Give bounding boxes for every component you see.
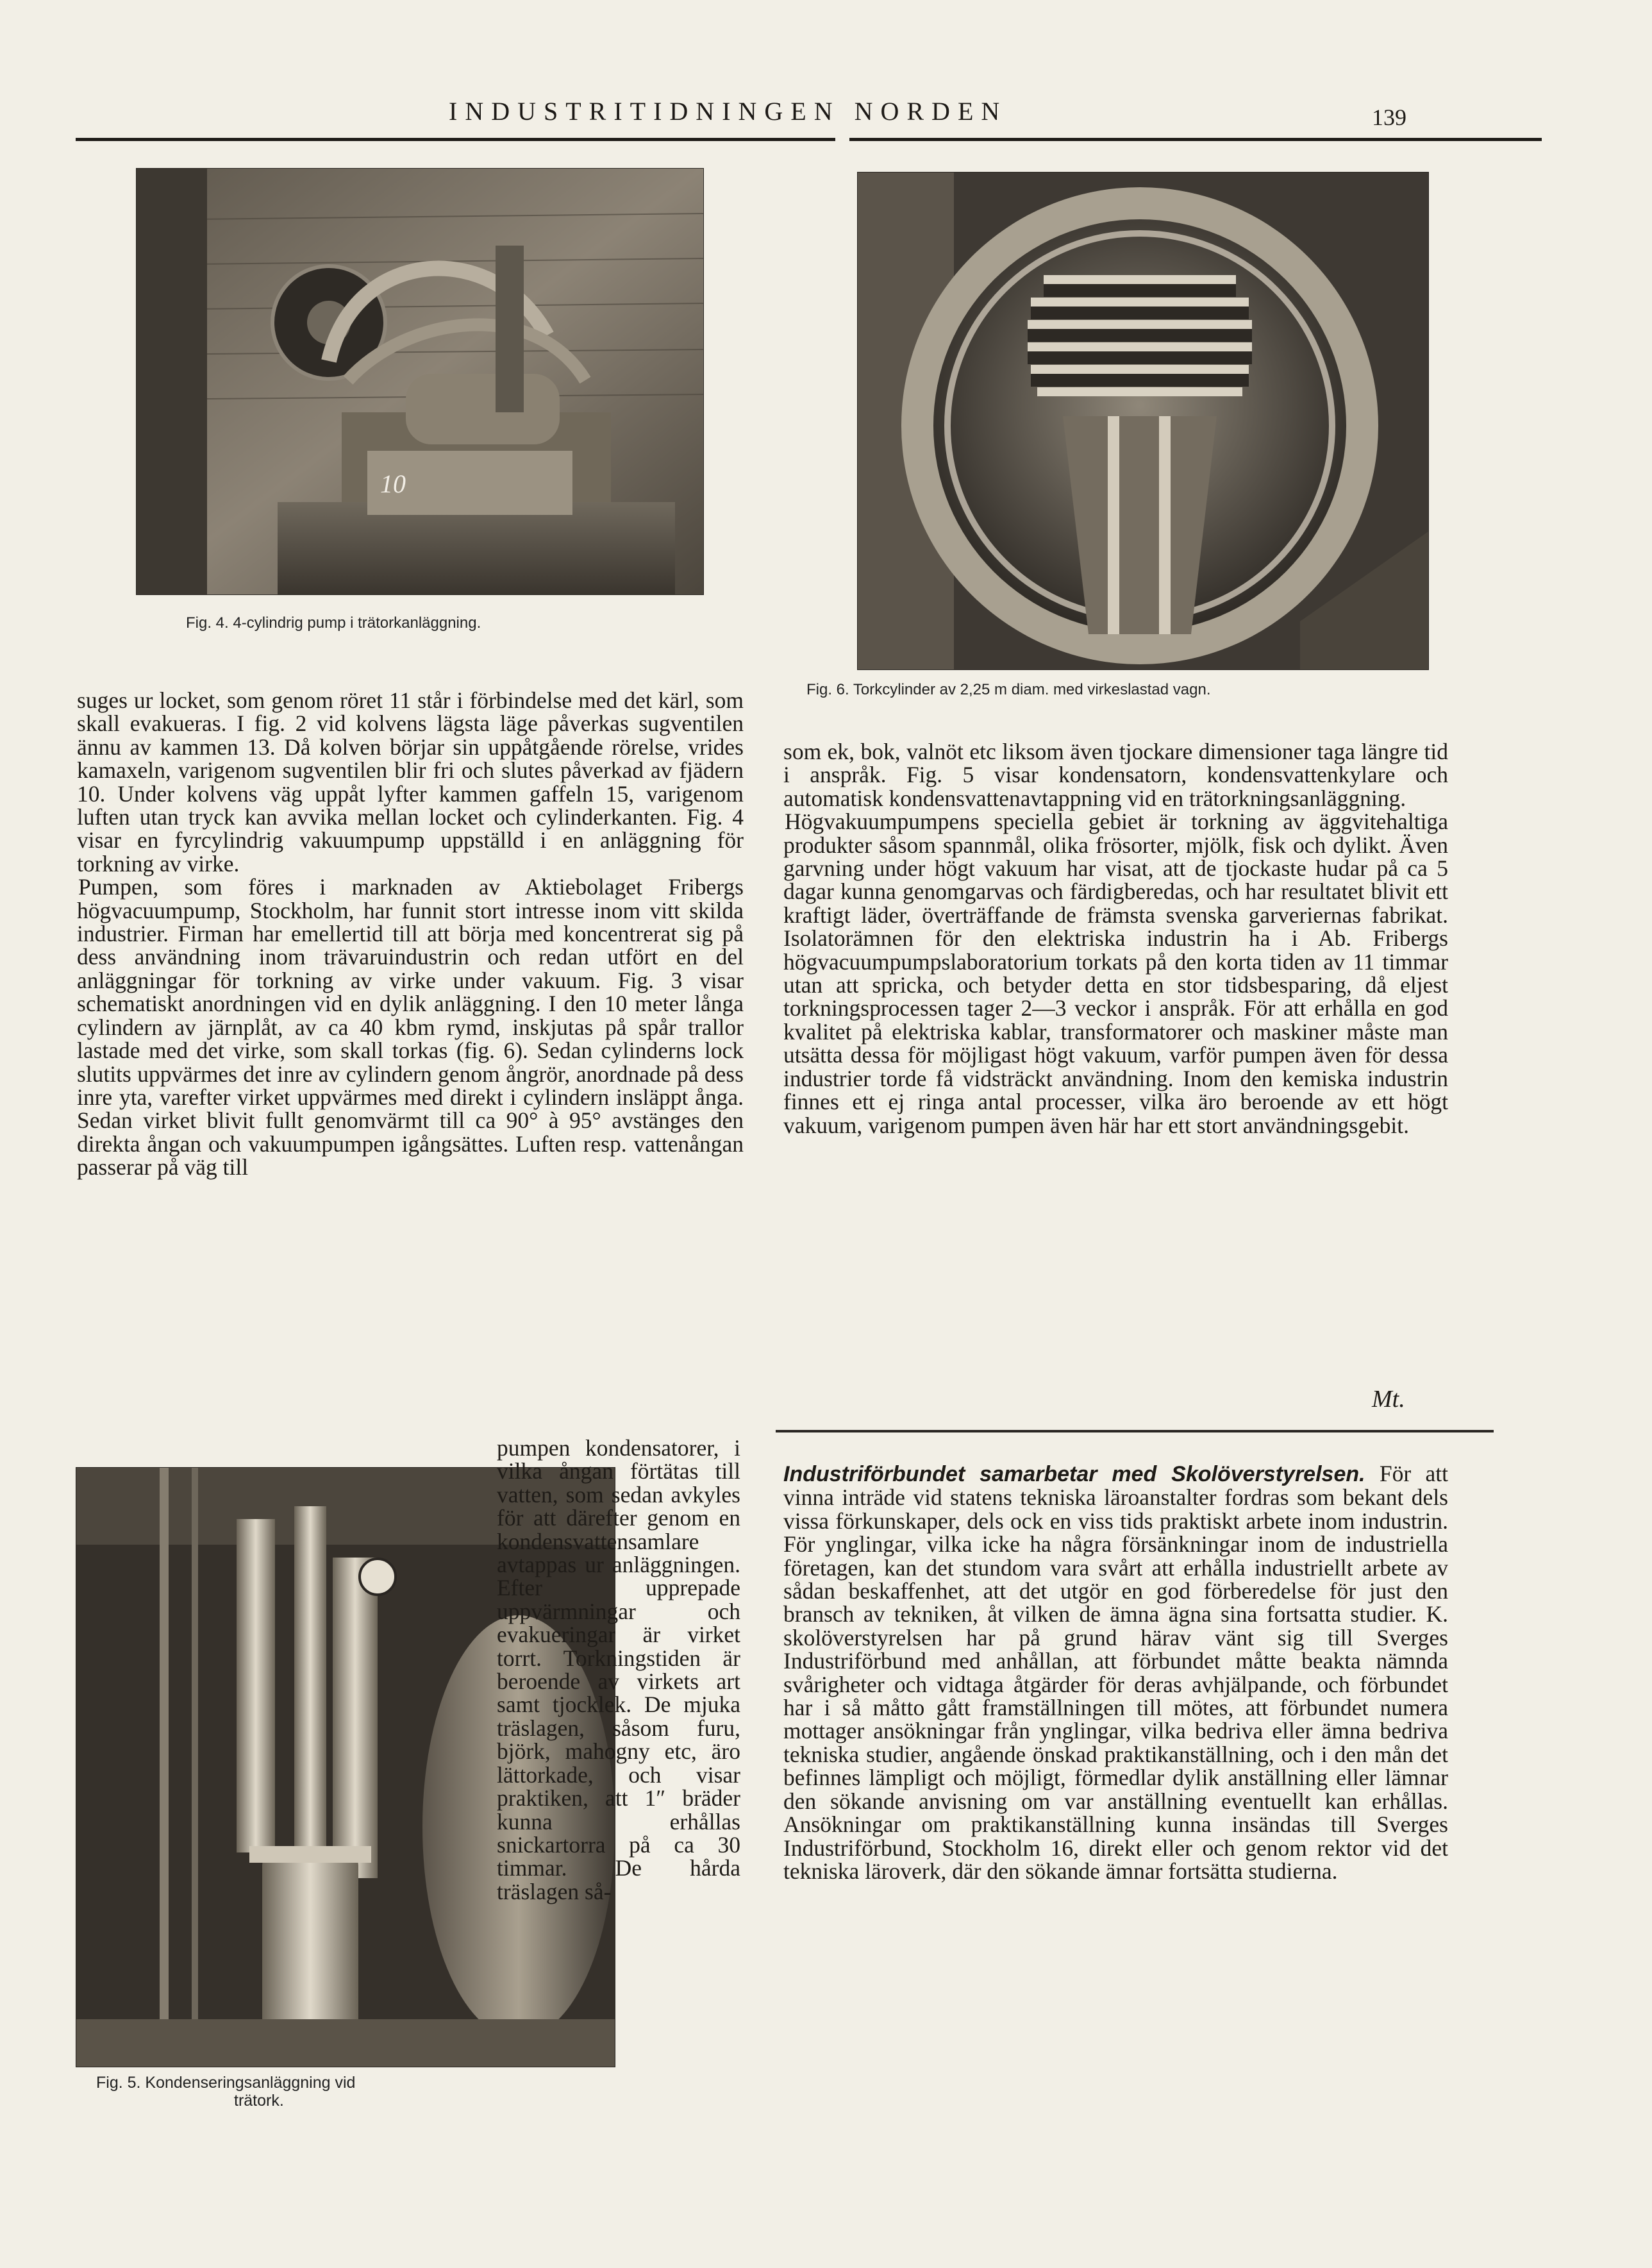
left-para-2: Pumpen, som föres i marknaden av Aktiebolaget Fribergs högvacuumpump, Stockholm, har funnit stort intresse inom vitt skilda industrier. Firman har emellertid till att börja med koncentrerat sig på dess användning inom trävaruindustrin och redan utfört en del anläggningar för torkning av virke under vakuum. Fig. 3 visar schematiskt anordningen vid en dylik anläggning. I den 10 meter långa cylindern av järnplåt, av ca 40 kbm rymd, inskjutas på spår trallor lastade med det virke, som skall torkas (fig. 6). Sedan cylinderns lock slutits uppvärmes det inre av cylindern genom ångrör, anordnade på dess inre yta, varefter virket uppvärmes med direkt i cylindern insläppt ånga. Sedan virket blivit fullt genomvärmt till ca 90° à 95° avstänges den direkta ångan och vakuumpumpen igångsättes. Luften resp. vattenångan passerar på väg till [77,874,744,1180]
fig5-caption-line2: trätork. [234,2092,284,2110]
running-head: INDUSTRITIDNINGEN NORDEN [449,97,1008,126]
page-number: 139 [1372,105,1406,130]
fig5-caption-line1: Fig. 5. Kondenseringsanläggning vid [96,2074,356,2092]
notice-body: För att vinna inträde vid statens tekniska läroanstalter fordras som bekant dels vissa förkunskaper, dels ock en viss tids praktiskt arbete inom industrin. För ynglingar, vilka icke ha några försänkningar inom de industriella företagen, kan det stundom vara svårt att erhålla industriellt arbete av sådan beskaffenhet, att det utgör en god förberedelse för just den bransch av tekniken, åt vilken de ämna ägna sina fortsatta studier. K. skolöverstyrelsen har på grund härav vänt sig till Sverges Industriförbund med anhållan, att förbundet måtte beakta nämnda svårigheter och vidtaga åtgärder för deras avhjälpande, och förbundet har i så måtto gått framställningen till mötes, att förbundet numera mottager ansökningar från ynglingar, vilka bedriva eller ämna bedriva tekniska studier, angående önskad praktikanställning, och i den mån det befinnes lämpligt och möjligt, förmedlar dylik anställning eller lämnar den sökande anvisning om var anställning eventuellt kan erhållas. Ansökningar om praktikanställning kunna insändas till Sverges Industriförbund, Stockholm 16, direkt eller och genom rektor vid det tekniska läroverk, där den sökande ämnar fortsätta studierna. [783,1461,1448,1884]
fig6-photo [857,172,1429,670]
notice-heading: Industriförbundet samarbetar med Skolöverstyrelsen. [783,1462,1365,1486]
signature: Mt. [1372,1386,1405,1413]
notice [783,1462,1448,1883]
right-column [783,740,1448,1137]
left-column [77,689,744,1179]
right-para-2: Högvakuumpumpens speciella gebiet är torkning av äggvitehaltiga produkter såsom spannmål, olika frösorter, mjölk, fisk och dylikt. Även garvning under högt vakuum har visat, att de tjockaste hudar på ca 5 dagar kunna genomgarvas och färdigberedas, och har resultatet blivit ett kraftigt läder, överträffande de främsta svenska garveriernas fabrikat. Isolatorämnen för den elektriska industrin ha i Ab. Fribergs högvacuumpumpslaboratorium torkats på den korta tiden av 11 timmar utan att spricka, och betyder detta en stor tidsbesparing, då eljest torkningsprocessen tager 2—3 veckor i anspråk. För att erhålla en god kvalitet på elektriska kablar, transformatorer och maskiner måste man utsätta dessa för möjligast högt vakuum, varför pumpen även för dessa industrier torde få vidsträckt användning. Inom den kemiska industrin finnes ett ej ringa antal processer, vilka äro beroende av ett högt vakuum, varigenom pumpen även här har ett stort användningsgebit. [783,809,1448,1138]
right-para-1: som ek, bok, valnöt etc liksom även tjockare dimensioner taga längre tid i anspråk. Fig. 5 visar kondensatorn, kondensvattenkylare och automatisk kondensvattenavtappning vid en trätorkningsanläggning. [783,739,1448,811]
fig6-caption: Fig. 6. Torkcylinder av 2,25 m diam. med virkeslastad vagn. [806,681,1211,698]
left-narrow-text: pumpen kondensatorer, i vilka ångan förtätas till vatten, som sedan avkyles för att därefter genom en kondensvattensamlare avtappas ur anläggningen. Efter upprepade uppvärmningar och evakueringar är virket torrt. Torkningstiden är beroende av virkets art samt tjocklek. De mjuka träslagen, såsom furu, björk, mahogny etc, äro lättorkade, och visar praktiken, att 1″ bräder kunna erhållas snickartorra på ca 30 timmar. De hårda träslagen så- [497,1435,740,1904]
left-narrow-column [497,1436,740,1903]
header-rule-left [76,138,835,141]
header-rule-right [849,138,1542,141]
fig4-photo [136,168,704,595]
fig4-label-10: 10 [380,469,406,498]
section-rule [776,1430,1494,1432]
left-para-1: suges ur locket, som genom röret 11 står i förbindelse med det kärl, som skall evakueras. I fig. 2 vid kolvens lägsta läge påverkas sugventilen ännu av kammen 13. Då kolven börjar sin uppåtgående rörelse, vrides kamaxeln, varigenom sugventilen blir fri och slutes påverkad av fjädern 10. Under kolvens väg uppåt lyfter kammen gaffeln 15, varigenom luften utan tryck kan avvika mellan locket och cylinderkanten. Fig. 4 visar en fyrcylindrig vakuumpump uppställd i en anläggning för torkning av virke. [77,687,744,877]
fig4-caption: Fig. 4. 4-cylindrig pump i trätorkanläggning. [186,614,481,632]
